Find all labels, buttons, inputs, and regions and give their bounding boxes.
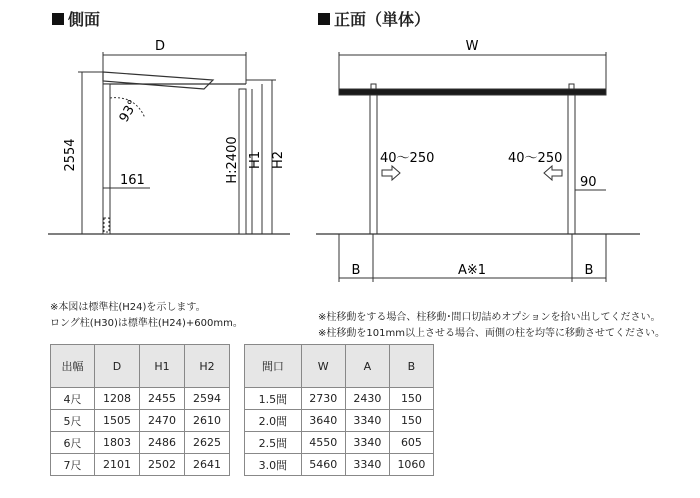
note-line: ロング柱(H30)は標準柱(H24)+600mm。 [50, 318, 243, 329]
table-cell: 3340 [345, 432, 389, 454]
table-cell: 3640 [301, 410, 345, 432]
table-cell: 1.5間 [245, 388, 302, 410]
table-row [245, 454, 434, 476]
table-cell: 2.0間 [245, 410, 302, 432]
table-cell: 1208 [95, 388, 140, 410]
table-cell: 3340 [345, 410, 389, 432]
table-row [245, 410, 434, 432]
front-view-title: 正面（単体） [334, 10, 431, 29]
note-line: ※柱移動を101mm以上させる場合、両側の柱を均等に移動させてください。 [318, 328, 665, 339]
header-cell: H2 [185, 345, 230, 388]
front-b-left-label: B [351, 263, 361, 278]
arrow-right-icon [382, 166, 400, 180]
table-cell: 2641 [185, 454, 230, 476]
header-cell: H1 [140, 345, 185, 388]
table-cell: 1505 [95, 410, 140, 432]
table-cell: 3.0間 [245, 454, 302, 476]
table-row [245, 432, 434, 454]
table-row [245, 388, 434, 410]
table-cell: 2470 [140, 410, 185, 432]
width-spec-table [244, 344, 434, 476]
table-cell: 7尺 [51, 454, 95, 476]
front-a-center-label: A※1 [457, 263, 487, 278]
front-move-right-label: 40～250 [508, 151, 563, 166]
table-row [51, 388, 230, 410]
table-cell: 2730 [301, 388, 345, 410]
header-cell: 出幅 [51, 345, 95, 388]
table-header-row [245, 345, 434, 388]
table-cell: 1803 [95, 432, 140, 454]
side-view-diagram [48, 52, 290, 234]
side-angle-label: 93° [116, 97, 142, 125]
front-width-label: W [465, 39, 479, 54]
table-cell: 2625 [185, 432, 230, 454]
table-cell: 2.5間 [245, 432, 302, 454]
table-row [51, 454, 230, 476]
header-cell: B [389, 345, 433, 388]
header-cell: A [345, 345, 389, 388]
side-offset-label: 161 [120, 173, 145, 188]
depth-spec-table [50, 344, 230, 476]
table-cell: 4550 [301, 432, 345, 454]
table-cell: 4尺 [51, 388, 95, 410]
header-cell: 間口 [245, 345, 302, 388]
table-cell: 2101 [95, 454, 140, 476]
side-depth-label: D [154, 39, 166, 54]
front-view-diagram [316, 52, 640, 282]
header-cell: W [301, 345, 345, 388]
arrow-left-icon [544, 166, 562, 180]
front-move-left-label: 40～250 [380, 151, 435, 166]
table-cell: 150 [389, 388, 433, 410]
table-cell: 5尺 [51, 410, 95, 432]
table-row [51, 432, 230, 454]
side-height-h-label: H:2400 [225, 136, 240, 184]
table-cell: 2610 [185, 410, 230, 432]
note-line: ※柱移動をする場合、柱移動･間口切詰めオプションを拾い出してください。 [318, 312, 661, 323]
front-b-right-label: B [584, 263, 594, 278]
table-cell: 150 [389, 410, 433, 432]
header-cell: D [95, 345, 140, 388]
side-height-total-label: 2554 [63, 138, 78, 172]
table-cell: 2455 [140, 388, 185, 410]
side-h2-label: H2 [271, 150, 286, 170]
table-cell: 6尺 [51, 432, 95, 454]
table-cell: 2594 [185, 388, 230, 410]
table-cell: 5460 [301, 454, 345, 476]
table-cell: 3340 [345, 454, 389, 476]
table-header-row [51, 345, 230, 388]
table-row [51, 410, 230, 432]
table-cell: 1060 [389, 454, 433, 476]
note-line: ※本図は標準柱(H24)を示します。 [50, 302, 206, 313]
table-cell: 2502 [140, 454, 185, 476]
side-h1-label: H1 [248, 150, 263, 170]
table-cell: 2486 [140, 432, 185, 454]
side-view-title: 側面 [68, 10, 101, 29]
front-post-label: 90 [580, 175, 597, 190]
notes-left [50, 300, 243, 332]
table-cell: 2430 [345, 388, 389, 410]
table-cell: 605 [389, 432, 433, 454]
notes-right [318, 310, 665, 342]
